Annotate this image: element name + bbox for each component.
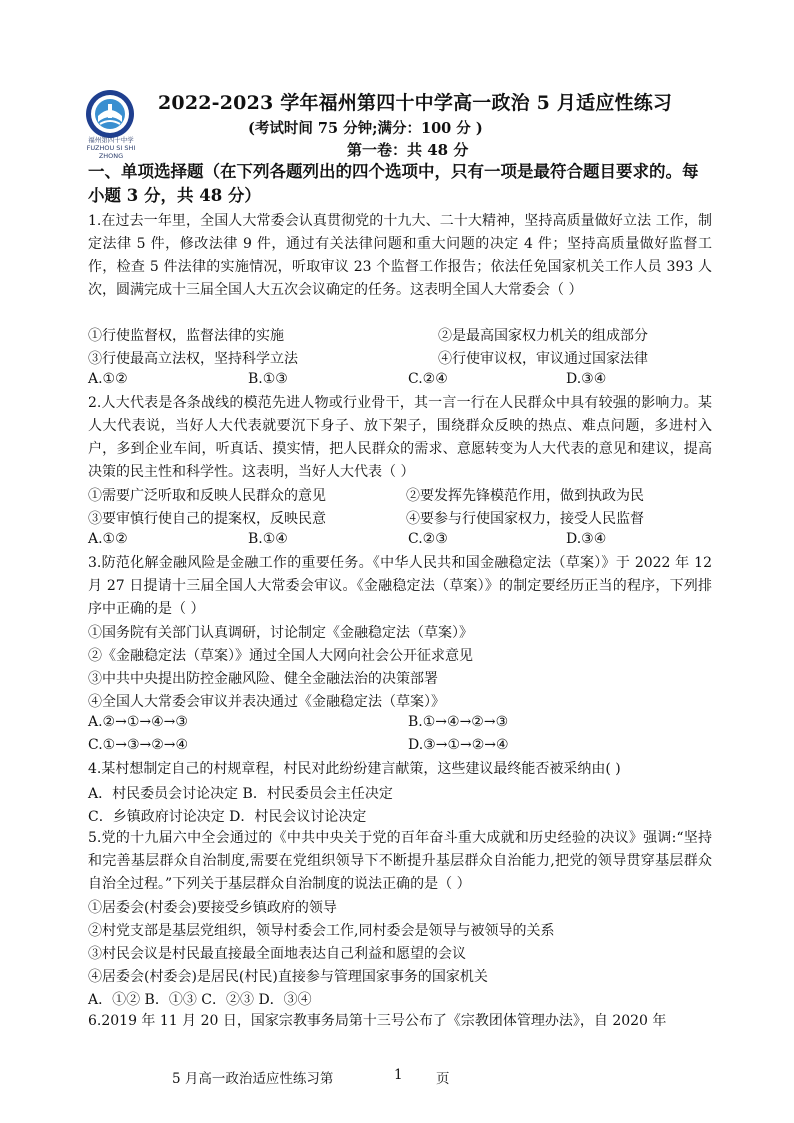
section-heading: 一、单项选择题（在下列各题列出的四个选项中，只有一项是最符合题目要求的。每小题 3 分，共 48 分） (88, 162, 699, 205)
q1-option-c: C.②④ (408, 371, 448, 387)
q2-statement-3: ③要审慎行使自己的提案权，反映民意 (88, 511, 326, 527)
q2-option-c: C.②③ (408, 531, 448, 547)
q4-options-ab: A．村民委员会讨论决定 B．村民委员会主任决定 (88, 786, 393, 802)
question-6-stem: 6.2019 年 11 月 20 日，国家宗教事务局第十三号公布了《宗教团体管理办法》，自 2020 年 (88, 1013, 667, 1029)
q3-statement-1: ①国务院有关部门认真调研，讨论制定《金融稳定法（草案）》 (88, 625, 473, 641)
q5-statement-1: ①居委会(村委会)要接受乡镇政府的领导 (88, 900, 337, 916)
q3-statement-4: ④全国人大常委会审议并表决通过《金融稳定法（草案）》 (88, 694, 445, 710)
q3-option-c: C.①→③→②→④ (88, 737, 189, 753)
q1-statement-3: ③行使最高立法权，坚持科学立法 (88, 351, 298, 367)
q1-statement-1: ①行使监督权，监督法律的实施 (88, 328, 284, 344)
q2-option-b: B.①④ (248, 531, 288, 547)
q3-statement-2: ②《金融稳定法（草案）》通过全国人大网向社会公开征求意见 (88, 648, 473, 664)
page-title: 2022-2023 学年福州第四十中学高一政治 5 月适应性练习 (158, 92, 673, 114)
q2-statement-4: ④要参与行使国家权力，接受人民监督 (406, 511, 644, 527)
q1-statement-4: ④行使审议权，审议通过国家法律 (438, 351, 648, 367)
footer-page-number: 1 (394, 1067, 403, 1083)
q5-statement-2: ②村党支部是基层党组织，领导村委会工作,同村委会是领导与被领导的关系 (88, 923, 555, 939)
logo-caption: 福州第四十中学 FUZHOU SI SHI ZHONG (86, 136, 136, 160)
q3-option-a: A.②→①→④→③ (88, 714, 188, 730)
volume-heading: 第一卷：共 48 分 (347, 141, 469, 159)
q1-option-a: A.①② (88, 371, 128, 387)
q2-option-d: D.③④ (566, 531, 607, 547)
q2-option-a: A.①② (88, 531, 128, 547)
q5-options: A．①② B．①③ C．②③ D．③④ (88, 992, 312, 1008)
q2-statement-1: ①需要广泛听取和反映人民群众的意见 (88, 488, 326, 504)
q2-statement-2: ②要发挥先锋模范作用，做到执政为民 (406, 488, 644, 504)
question-3-stem: 3.防范化解金融风险是金融工作的重要任务。《中华人民共和国金融稳定法（草案）》于 2022 年 12 月 27 日提请十三届全国人大常委会审议。《金融稳定法（草案）》的制定要经历正当的程序，下列排序中正确的是（ ） (88, 555, 712, 617)
footer-page-suffix: 页 (436, 1071, 450, 1087)
q1-option-d: D.③④ (566, 371, 607, 387)
q5-statement-4: ④居委会(村委会)是居民(村民)直接参与管理国家事务的国家机关 (88, 969, 488, 985)
question-5-stem: 5.党的十九届六中全会通过的《中共中央关于党的百年奋斗重大成就和历史经验的决议》强调:“坚持和完善基层群众自治制度,需要在党组织领导下不断提升基层群众自治能力,把党的领导贯穿基层群众自治全过程。”下列关于基层群众自治制度的说法正确的是（ ） (88, 830, 712, 892)
question-2-stem: 2.人大代表是各条战线的模范先进人物或行业骨干，其一言一行在人民群众中具有较强的影响力。某人大代表说，当好人大代表就要沉下身子、放下架子，围绕群众反映的热点、难点问题，多进村入户，多到企业车间，听真话、摸实情，把人民群众的需求、意愿转变为人大代表的意见和建议，提高决策的民主性和科学性。这表明，当好人大代表（ ） (88, 395, 712, 480)
question-4-stem: 4.某村想制定自己的村规章程，村民对此纷纷建言献策，这些建议最终能否被采纳由( ) (88, 761, 621, 777)
q1-option-b: B.①③ (248, 371, 288, 387)
q3-option-d: D.③→①→②→④ (408, 737, 509, 753)
q5-statement-3: ③村民会议是村民最直接最全面地表达自己利益和愿望的会议 (88, 946, 466, 962)
q4-options-cd: C．乡镇政府讨论决定 D．村民会议讨论决定 (88, 809, 367, 825)
question-1-stem: 1.在过去一年里，全国人大常委会认真贯彻党的十九大、二十大精神，坚持高质量做好立法 工作，制定法律 5 件，修改法律 9 件，通过有关法律问题和重大问题的决定 4 件；坚持高质量做好监督工作，检查 5 件法律的实施情况，听取审议 23 个监督工作报告；依法任免国家机关工作人员 393 人次，圆满完成十三届全国人大五次会议确定的任务。这表明全国人大常委会（ ） (88, 213, 712, 298)
exam-info: (考试时间 75 分钟;满分：100 分 ) (248, 120, 483, 137)
q3-option-b: B.①→④→②→③ (408, 714, 509, 730)
footer-label: 5 月高一政治适应性练习第 (172, 1071, 334, 1087)
q1-statement-2: ②是最高国家权力机关的组成部分 (438, 328, 648, 344)
q3-statement-3: ③中共中央提出防控金融风险、健全金融法治的决策部署 (88, 671, 438, 687)
